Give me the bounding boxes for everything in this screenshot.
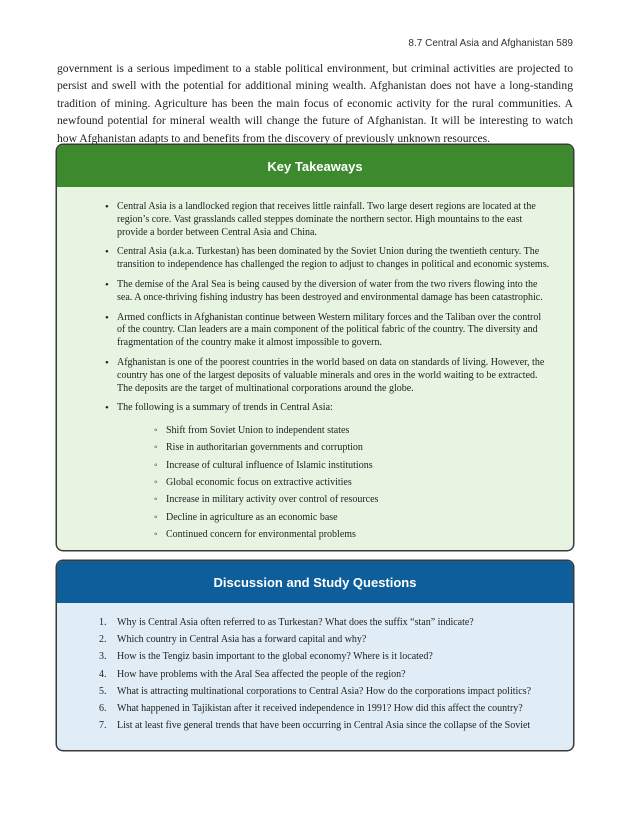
item-number: 7. [99,720,107,732]
list-item: • Armed conflicts in Afghanistan continue between Western military forces and the Taliban over the control of the country. Clan leaders are a main component of the political fabric of the country. The diversity and fragmentation of the country make it almost impossible to govern. [117,312,551,350]
key-takeaways-title: Key Takeaways [57,145,573,187]
list-item: • Central Asia is a landlocked region that receives little rainfall. Two large desert regions are located at the region’s core. Vast grasslands called steppes dominate the northern sector. High mountains to the east provide a border between Central Asia and China. [117,201,551,239]
trends-intro: The following is a summary of trends in Central Asia: [117,402,333,414]
list-item: • Afghanistan is one of the poorest countries in the world based on data on standards of living. However, the country has one of the largest deposits of valuable minerals and ores in the world waiting to be extracted. The deposits are the target of multinational corporations around the globe. [117,357,551,395]
intro-paragraph: government is a serious impediment to a stable political environment, but criminal activities are projected to persist and swell with the potential for additional mining wealth. Afghanistan does not have a long-standing tradition of mining. Agriculture has been the main focus of economic activity for the rural communities. A newfound potential for mineral wealth will change the future of Afghanistan. It will be interesting to watch how Afghanistan adapts to and benefits from the discovery of previously unknown resources. [57,62,573,145]
question-text: What is attracting multinational corporations to Central Asia? How do the corporations impact politics? [117,685,532,697]
list-item [99,685,553,699]
questions-list [57,603,573,733]
question-text: How have problems with the Aral Sea affected the people of the region? [117,668,406,680]
list-item [99,634,553,647]
list-item: ◦ Increase of cultural influence of Islamic institutions [166,460,551,473]
running-head: 8.7 Central Asia and Afghanistan 589 [408,38,573,49]
list-item: • Central Asia (a.k.a. Turkestan) has been dominated by the Soviet Union during the twentieth century. The transition to independence has challenged the region to adjust to changes in political and economic systems. [117,246,551,272]
question-text: List at least five general trends that have been occurring in Central Asia since the collapse of the Soviet [117,720,531,732]
list-item: ◦ Global economic focus on extractive activities [166,477,551,490]
list-item [99,720,553,733]
item-number: 6. [99,702,107,714]
item-number: 4. [99,668,107,680]
list-item: • The demise of the Aral Sea is being caused by the diversion of water from the two rivers flowing into the sea. A once-thriving fishing industry has been destroyed and environmental damage has been catastrophic. [117,279,551,305]
list-item [99,617,553,630]
list-item: ◦ Increase in military activity over control of resources [166,494,551,507]
takeaways-list [57,187,573,542]
list-item: ◦ Shift from Soviet Union to independent states [166,425,551,438]
list-item [117,402,551,541]
item-number: 2. [99,634,107,646]
study-questions-box [57,561,573,750]
list-item [99,668,553,682]
item-number: 5. [99,685,107,697]
question-text: Why is Central Asia often referred to as Turkestan? What does the suffix “stan” indicate? [117,617,474,628]
question-text: How is the Tengiz basin important to the global economy? Where is it located? [117,651,433,663]
list-item [99,702,553,716]
item-number: 3. [99,651,107,663]
question-text: Which country in Central Asia has a forward capital and why? [117,634,367,646]
trends-list [117,425,551,542]
item-number: 1. [99,617,107,628]
study-questions-title: Discussion and Study Questions [57,561,573,603]
list-item [99,651,553,664]
key-takeaways-box [57,145,573,550]
list-item: ◦ Rise in authoritarian governments and corruption [166,442,551,455]
list-item: ◦ Decline in agriculture as an economic base [166,512,551,525]
list-item: ◦ Continued concern for environmental problems [166,529,551,542]
question-text: What happened in Tajikistan after it received independence in 1991? How did this affect the country? [117,702,523,714]
